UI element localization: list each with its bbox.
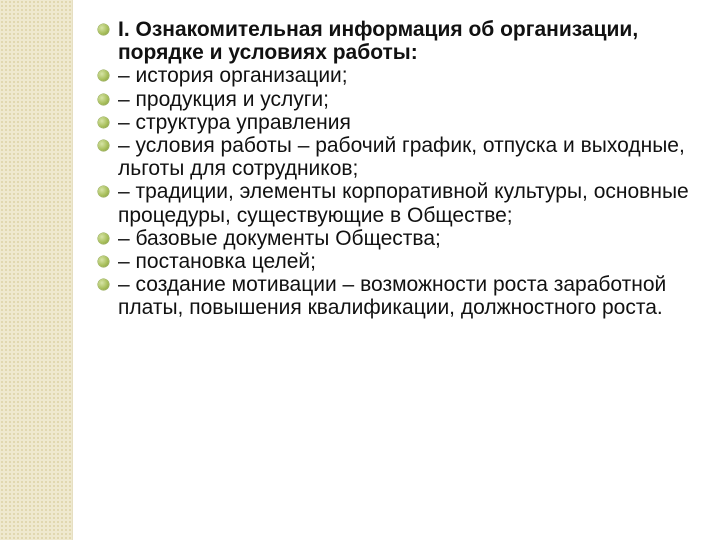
list-item-text: – традиции, элементы корпоративной культуры, основные процедуры, существующие в Обществе; <box>118 180 689 227</box>
list-item <box>98 273 708 319</box>
list-item <box>98 180 708 226</box>
bullet-list <box>98 18 708 320</box>
list-item <box>98 88 708 111</box>
list-item-heading <box>98 18 708 64</box>
list-item-text: I. Ознакомительная информация об организации, порядке и условиях работы: <box>118 18 639 65</box>
list-item-text: – структура управления <box>118 110 351 134</box>
green-circle-bullet-icon <box>98 70 109 81</box>
side-strip-border <box>72 0 73 540</box>
green-circle-bullet-icon <box>98 94 109 105</box>
list-item-text: – базовые документы Общества; <box>118 226 441 250</box>
list-item <box>98 111 708 134</box>
decorative-side-strip <box>0 0 72 540</box>
list-item-text: – постановка целей; <box>118 250 316 274</box>
green-circle-bullet-icon <box>98 233 109 244</box>
green-circle-bullet-icon <box>98 117 109 128</box>
green-circle-bullet-icon <box>98 186 109 197</box>
slide-content <box>98 18 708 320</box>
list-item <box>98 250 708 273</box>
green-circle-bullet-icon <box>98 24 109 35</box>
list-item <box>98 134 708 180</box>
list-item-text: – условия работы – рабочий график, отпуска и выходные, льготы для сотрудников; <box>118 134 685 181</box>
list-item-text: – продукция и услуги; <box>118 87 329 111</box>
green-circle-bullet-icon <box>98 256 109 267</box>
green-circle-bullet-icon <box>98 140 109 151</box>
list-item <box>98 227 708 250</box>
list-item <box>98 64 708 87</box>
list-item-text: – история организации; <box>118 64 348 88</box>
list-item-text: – создание мотивации – возможности роста заработной платы, повышения квалификации, должностного роста. <box>118 273 667 320</box>
green-circle-bullet-icon <box>98 279 109 290</box>
